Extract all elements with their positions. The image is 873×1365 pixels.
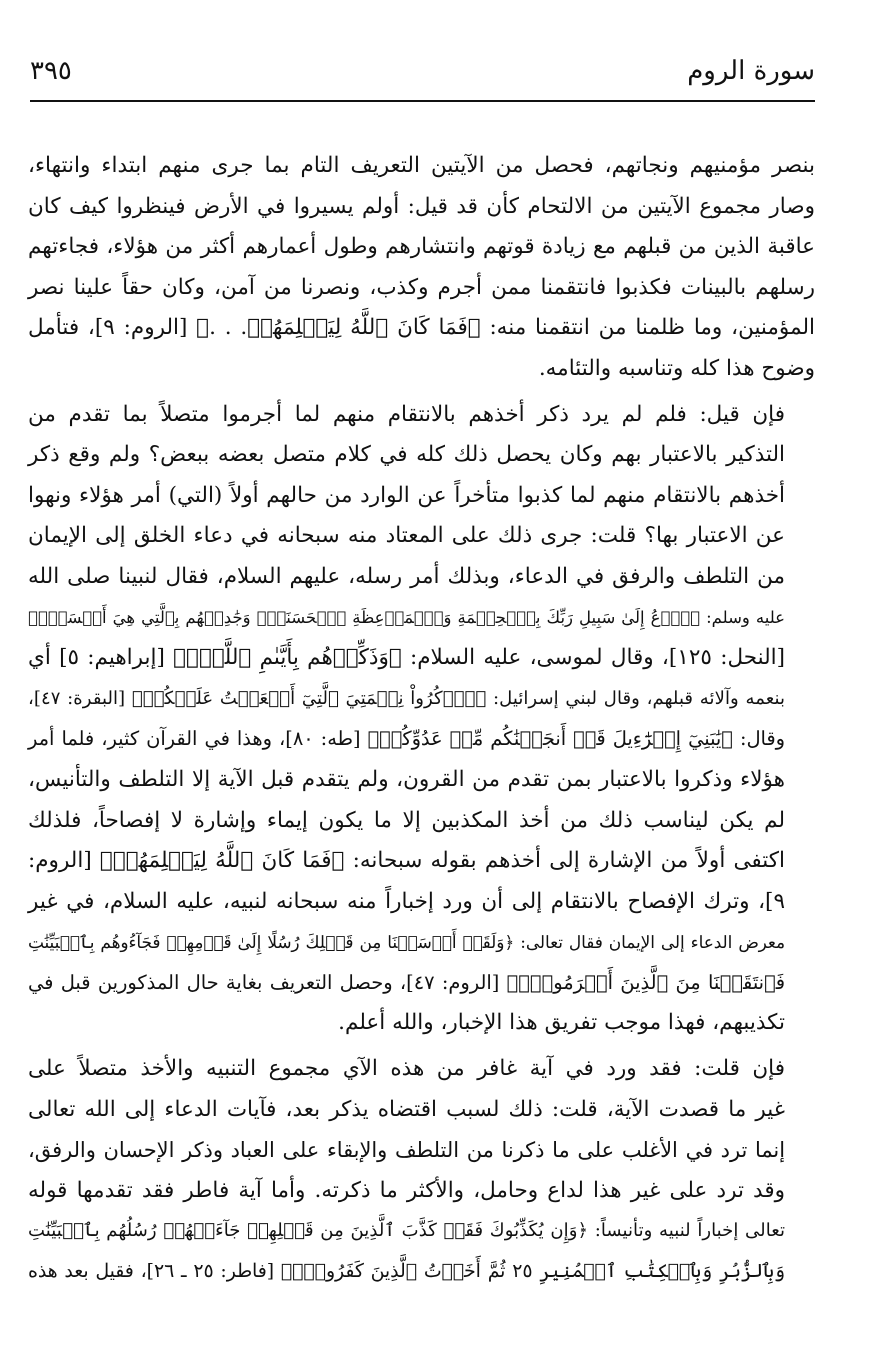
text-line: ٩]، وترك الإفصاح بالانتقام إلى أن ورد إخباراً منه سبحانه لنبيه، عليه السلام، في غير [28,888,785,914]
text-line: وضوح هذا كله وتناسبه والتئامه. [538,355,815,381]
text-line: فإن قلت: فقد ورد في آية غافر من هذه الآي مجموع التنبيه والأخذ متصلاً على [28,1056,785,1082]
text-line: بنصر مؤمنيهم ونجاتهم، فحصل من الآيتين التعريف التام بما جرى منهم ابتداء وانتهاء، [28,153,815,178]
page-number: ٣٩٥ [30,56,72,86]
page-body [28,146,815,1298]
text-line: هؤلاء وذكروا بالاعتبار بمن تقدم من القرون، ولم يتقدم قبل الآية إلا التلطف والتأنيس، [28,766,785,792]
text-line: فَٱنتَقَمۡنَا مِنَ ٱلَّذِينَ أَجۡرَمُواْۖ﴾ [الروم: ٤٧]، وحصل التعريف بغاية حال المذكورين قبل في [28,970,786,994]
text-line: عاقبة الذين من قبلهم مع زيادة قوتهم وانتشارهم وطول أعمارهم أكثر من هؤلاء، فجاءتهم [28,234,815,260]
text-line: أخذهم بالانتقام منهم لما كذبوا متأخراً عن الوارد من حالهم أولاً (التي) أمر هؤلاء ونهوا [28,482,785,508]
text-line: فإن قيل: فلم لم يرد ذكر أخذهم بالانتقام منهم لما أجرموا متصلاً بما تقدم من [28,401,785,427]
page-header [30,44,815,98]
paragraph-3 [28,1049,815,1293]
text-line: اكتفى أولاً من الإشارة إلى أخذهم بقوله سبحانه: ﴿فَمَا كَانَ ٱللَّهُ لِيَظۡلِمَهُمۡ﴾ [الروم: [28,848,785,874]
text-line: المؤمنين، وما ظلمنا من انتقمنا منه: ﴿فَمَا كَانَ ٱللَّهُ لِيَظۡلِمَهُمۡ. . .﴾ [الروم: ٩]، فتأمل [28,315,815,341]
text-line: غير ما قصدت الآية، قلت: ذلك لسبب اقتضاه يذكر بعد، فآيات الدعاء إلى الله تعالى [28,1096,785,1122]
text-line: عن الاعتبار بها؟ قلت: جرى ذلك على المعتاد منه سبحانه في دعاء الخلق إلى الإيمان [28,523,785,549]
text-line: من التلطف والرفق في الدعاء، وبذلك أمر رسله، عليهم السلام، فقال لنبينا صلى الله [28,563,785,589]
text-line: وصار مجموع الآيتين من الالتحام كأن قد قيل: أولم يسيروا في الأرض فينظروا كيف كان [28,193,815,219]
text-line: وقد ترد على غير هذا لداع وحامل، والأكثر ما ذكرته. وأما آية فاطر فقد تقدمها قوله [28,1177,785,1203]
text-line: إنما ترد في الأغلب على ما ذكرنا من التلطف والإبقاء على العباد وذكر الإحسان والرفق، [28,1138,785,1163]
text-line: التذكير بالاعتبار بهم وكان يحصل ذلك كله في كلام متصل بعضه ببعض؟ ولم وقع ذكر [28,442,785,468]
text-line: وقال: ﴿يَٰبَنِيٓ إِسۡرَٰٓءِيلَ قَدۡ أَنجَيۡنَٰكُم مِّنۡ عَدُوِّكُمۡ﴾ [طه: ٨٠]، وهذا في القرآن كثير، فلما أمر [28,727,785,751]
paragraph-1 [28,146,815,390]
surah-title: سورة الروم [687,56,815,86]
text-line: وَبِٱلزُّبُرِ وَبِٱلۡكِتَٰبِ ٱلۡمُنِيرِ ٢٥ ثُمَّ أَخَذۡتُ ٱلَّذِينَ كَفَرُواْۖ﴾ [فاطر: ٢٥ ـ ٢٦]، فقيل بعد هذه [28,1261,785,1283]
text-line: لم يكن ليناسب ذلك من أخذ المكذبين إلا ما يكون إيماء وإشارة لا إفصاحاً، فلذلك [28,807,785,833]
text-line: بنعمه وآلائه قبلهم، وقال لبني إسرائيل: ﴿ٱذۡكُرُواْ نِعۡمَتِيَ ٱلَّتِيٓ أَنۡعَمۡتُ عَلَيۡكُمۡ﴾ [البقرة: ٤٧]، [28,687,785,709]
header-divider [30,100,815,102]
paragraph-2 [28,395,815,1045]
text-line: تكذيبهم، فهذا موجب تفريق هذا الإخبار، والله أعلم. [338,1010,785,1036]
text-line: معرض الدعاء إلى الإيمان فقال تعالى: ﴿وَلَقَدۡ أَرۡسَلۡنَا مِن قَبۡلِكَ رُسُلًا إِلَىٰ قَوۡمِهِمۡ فَجَآءُوهُم بِٱلۡبَيِّنَٰتِ [28,932,785,953]
text-line: رسلهم بالبينات فكذبوا فانتقمنا ممن أجرم وكذب، ونصرنا من آمن، وكان حقاً علينا نصر [28,274,815,300]
text-line: تعالى إخباراً لنبيه وتأنيساً: ﴿وَإِن يُكَذِّبُوكَ فَقَدۡ كَذَّبَ ٱلَّذِينَ مِن قَبۡلِهِمۡ جَآءَتۡهُمۡ رُسُلُهُم بِٱلۡبَيِّنَٰتِ [28,1220,785,1242]
text-line: [النحل: ١٢٥]، وقال لموسى، عليه السلام: ﴿وَذَكِّرۡهُم بِأَيَّىٰمِ ٱللَّهِۚ﴾ [إبراهيم: ٥] أي [28,645,785,671]
text-line: عليه وسلم: ﴿ٱدۡعُ إِلَىٰ سَبِيلِ رَبِّكَ بِٱلۡحِكۡمَةِ وَٱلۡمَوۡعِظَةِ ٱلۡحَسَنَةِۖ وَجَٰدِلۡهُم بِٱلَّتِي هِيَ أَحۡسَنُۚ﴾ [28,607,785,627]
